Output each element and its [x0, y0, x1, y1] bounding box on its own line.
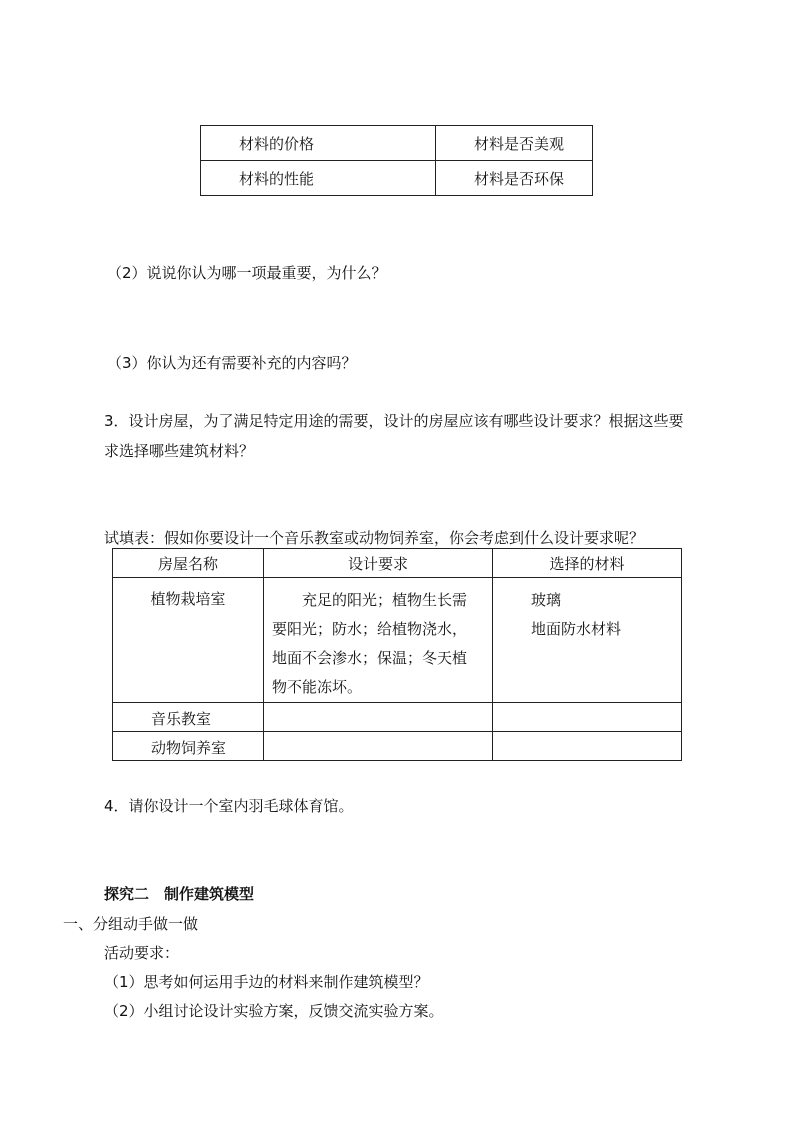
table-cell: 材料的性能 [201, 161, 436, 196]
materials-cell [493, 578, 682, 703]
fill-table-prompt: 试填表：假如你要设计一个音乐教室或动物饲养室，你会考虑到什么设计要求呢？ [104, 529, 645, 547]
table-row [201, 126, 593, 161]
question-2: （2）说说你认为哪一项最重要，为什么？ [107, 264, 387, 282]
materials-cell [493, 732, 682, 761]
table-row [113, 732, 682, 761]
requirement-line: 要阳光；防水；给植物浇水， [272, 620, 468, 638]
requirements-cell [264, 703, 493, 732]
table-header-row [113, 549, 682, 578]
column-header-materials: 选择的材料 [493, 549, 682, 578]
requirement-2: （2）小组讨论设计实验方案，反馈交流实验方案。 [104, 1002, 444, 1020]
table-row [113, 578, 682, 703]
requirement-line: 充足的阳光；植物生长需 [302, 591, 468, 609]
table-row [201, 161, 593, 196]
column-header-room-name: 房屋名称 [113, 549, 264, 578]
requirements-cell [264, 578, 493, 703]
room-name-cell: 音乐教室 [113, 703, 264, 732]
requirement-1: （1）思考如何运用手边的材料来制作建筑模型？ [104, 973, 429, 991]
materials-cell [493, 703, 682, 732]
item-3-line-1: 3．设计房屋，为了满足特定用途的需要，设计的房屋应该有哪些设计要求？根据这些要 [104, 412, 684, 430]
room-name-cell: 动物饲养室 [113, 732, 264, 761]
table-cell: 材料是否环保 [436, 161, 593, 196]
requirement-line: 物不能冻坏。 [272, 678, 363, 696]
column-header-design-requirements: 设计要求 [264, 549, 493, 578]
table-row [113, 703, 682, 732]
item-4: 4．请你设计一个室内羽毛球体育馆。 [104, 797, 354, 815]
section-title: 探究二 制作建筑模型 [104, 885, 255, 903]
materials-criteria-table [200, 125, 593, 196]
material-item: 地面防水材料 [531, 620, 622, 638]
subsection-heading: 一、分组动手做一做 [63, 915, 199, 933]
room-name-cell: 植物栽培室 [113, 578, 264, 703]
activity-label: 活动要求： [104, 944, 180, 962]
requirements-cell [264, 732, 493, 761]
item-3-line-2: 求选择哪些建筑材料？ [104, 442, 255, 460]
material-item: 玻璃 [531, 591, 562, 609]
table-cell: 材料的价格 [201, 126, 436, 161]
room-design-table [112, 548, 682, 761]
table-cell: 材料是否美观 [436, 126, 593, 161]
question-3: （3）你认为还有需要补充的内容吗？ [107, 354, 357, 372]
requirement-line: 地面不会渗水；保温；冬天植 [272, 649, 468, 667]
